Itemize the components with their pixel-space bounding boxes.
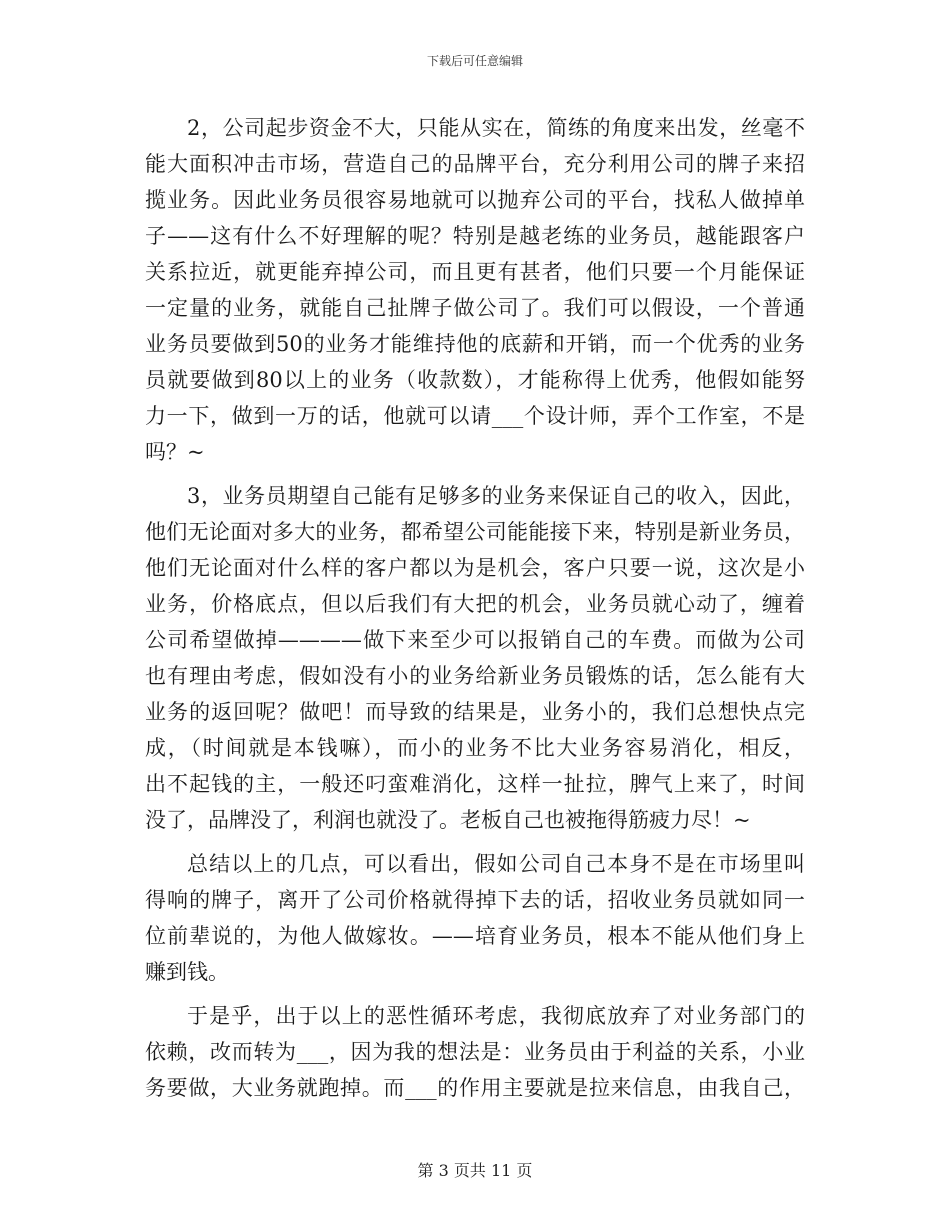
text-line: 业务的返回呢？做吧！而导致的结果是，业务小的，我们总想快点完	[145, 700, 805, 724]
text-line: 也有理由考虑，假如没有小的业务给新业务员锻炼的话，怎么能有大	[145, 664, 805, 688]
text-line: 依赖，改而转为___，因为我的想法是：业务员由于利益的关系，小业	[145, 1040, 805, 1064]
text-line: 2，公司起步资金不大，只能从实在，简练的角度来出发，丝毫不	[187, 116, 805, 140]
text-line: 业务员要做到50的业务才能维持他的底薪和开销，而一个优秀的业务	[145, 332, 805, 356]
text-line: 能大面积冲击市场，营造自己的品牌平台，充分利用公司的牌子来招	[145, 152, 805, 176]
paragraph-3	[145, 846, 805, 990]
text-line: 子——这有什么不好理解的呢？特别是越老练的业务员，越能跟客户	[145, 224, 805, 248]
text-line: 吗？~	[145, 440, 205, 464]
text-line: 位前辈说的，为他人做嫁妆。——培育业务员，根本不能从他们身上	[145, 924, 805, 948]
text-line: 一定量的业务，就能自己扯牌子做公司了。我们可以假设，一个普通	[145, 296, 805, 320]
text-line: 3，业务员期望自己能有足够多的业务来保证自己的收入，因此，	[187, 484, 805, 508]
text-line: 关系拉近，就更能弃掉公司，而且更有甚者，他们只要一个月能保证	[145, 260, 805, 284]
text-line: 他们无论面对什么样的客户都以为是机会，客户只要一说，这次是小	[145, 556, 805, 580]
paragraph-2	[145, 478, 805, 838]
text-line: 没了，品牌没了，利润也就没了。老板自己也被拖得筋疲力尽！~	[145, 808, 751, 832]
page-header: 下载后可任意编辑	[426, 54, 523, 68]
text-line: 于是乎，出于以上的恶性循环考虑，我彻底放弃了对业务部门的	[187, 1004, 805, 1028]
text-line: 力一下，做到一万的话，他就可以请___个设计师，弄个工作室，不是	[145, 404, 805, 428]
text-line: 务要做，大业务就跑掉。而___的作用主要就是拉来信息，由我自己，	[145, 1076, 805, 1100]
text-line: 他们无论面对多大的业务，都希望公司能能接下来，特别是新业务员，	[145, 520, 805, 544]
text-line: 业务，价格底点，但以后我们有大把的机会，业务员就心动了，缠着	[145, 592, 805, 616]
text-line: 揽业务。因此业务员很容易地就可以抛弃公司的平台，找私人做掉单	[145, 188, 805, 212]
text-line: 公司希望做掉————做下来至少可以报销自己的车费。而做为公司	[145, 628, 805, 652]
text-line: 得响的牌子，离开了公司价格就得掉下去的话，招收业务员就如同一	[145, 888, 805, 912]
text-line: 员就要做到80以上的业务（收款数），才能称得上优秀，他假如能努	[145, 368, 805, 392]
paragraph-1	[145, 110, 805, 470]
text-line: 总结以上的几点，可以看出，假如公司自己本身不是在市场里叫	[187, 852, 805, 876]
text-line: 赚到钱。	[145, 960, 229, 984]
paragraph-4	[145, 998, 805, 1106]
document-body	[145, 110, 805, 1106]
text-line: 成，（时间就是本钱嘛），而小的业务不比大业务容易消化，相反，	[145, 736, 805, 760]
text-line: 出不起钱的主，一般还叼蛮难消化，这样一扯拉，脾气上来了，时间	[145, 772, 805, 796]
page-footer: 第 3 页共 11 页	[417, 1161, 533, 1180]
